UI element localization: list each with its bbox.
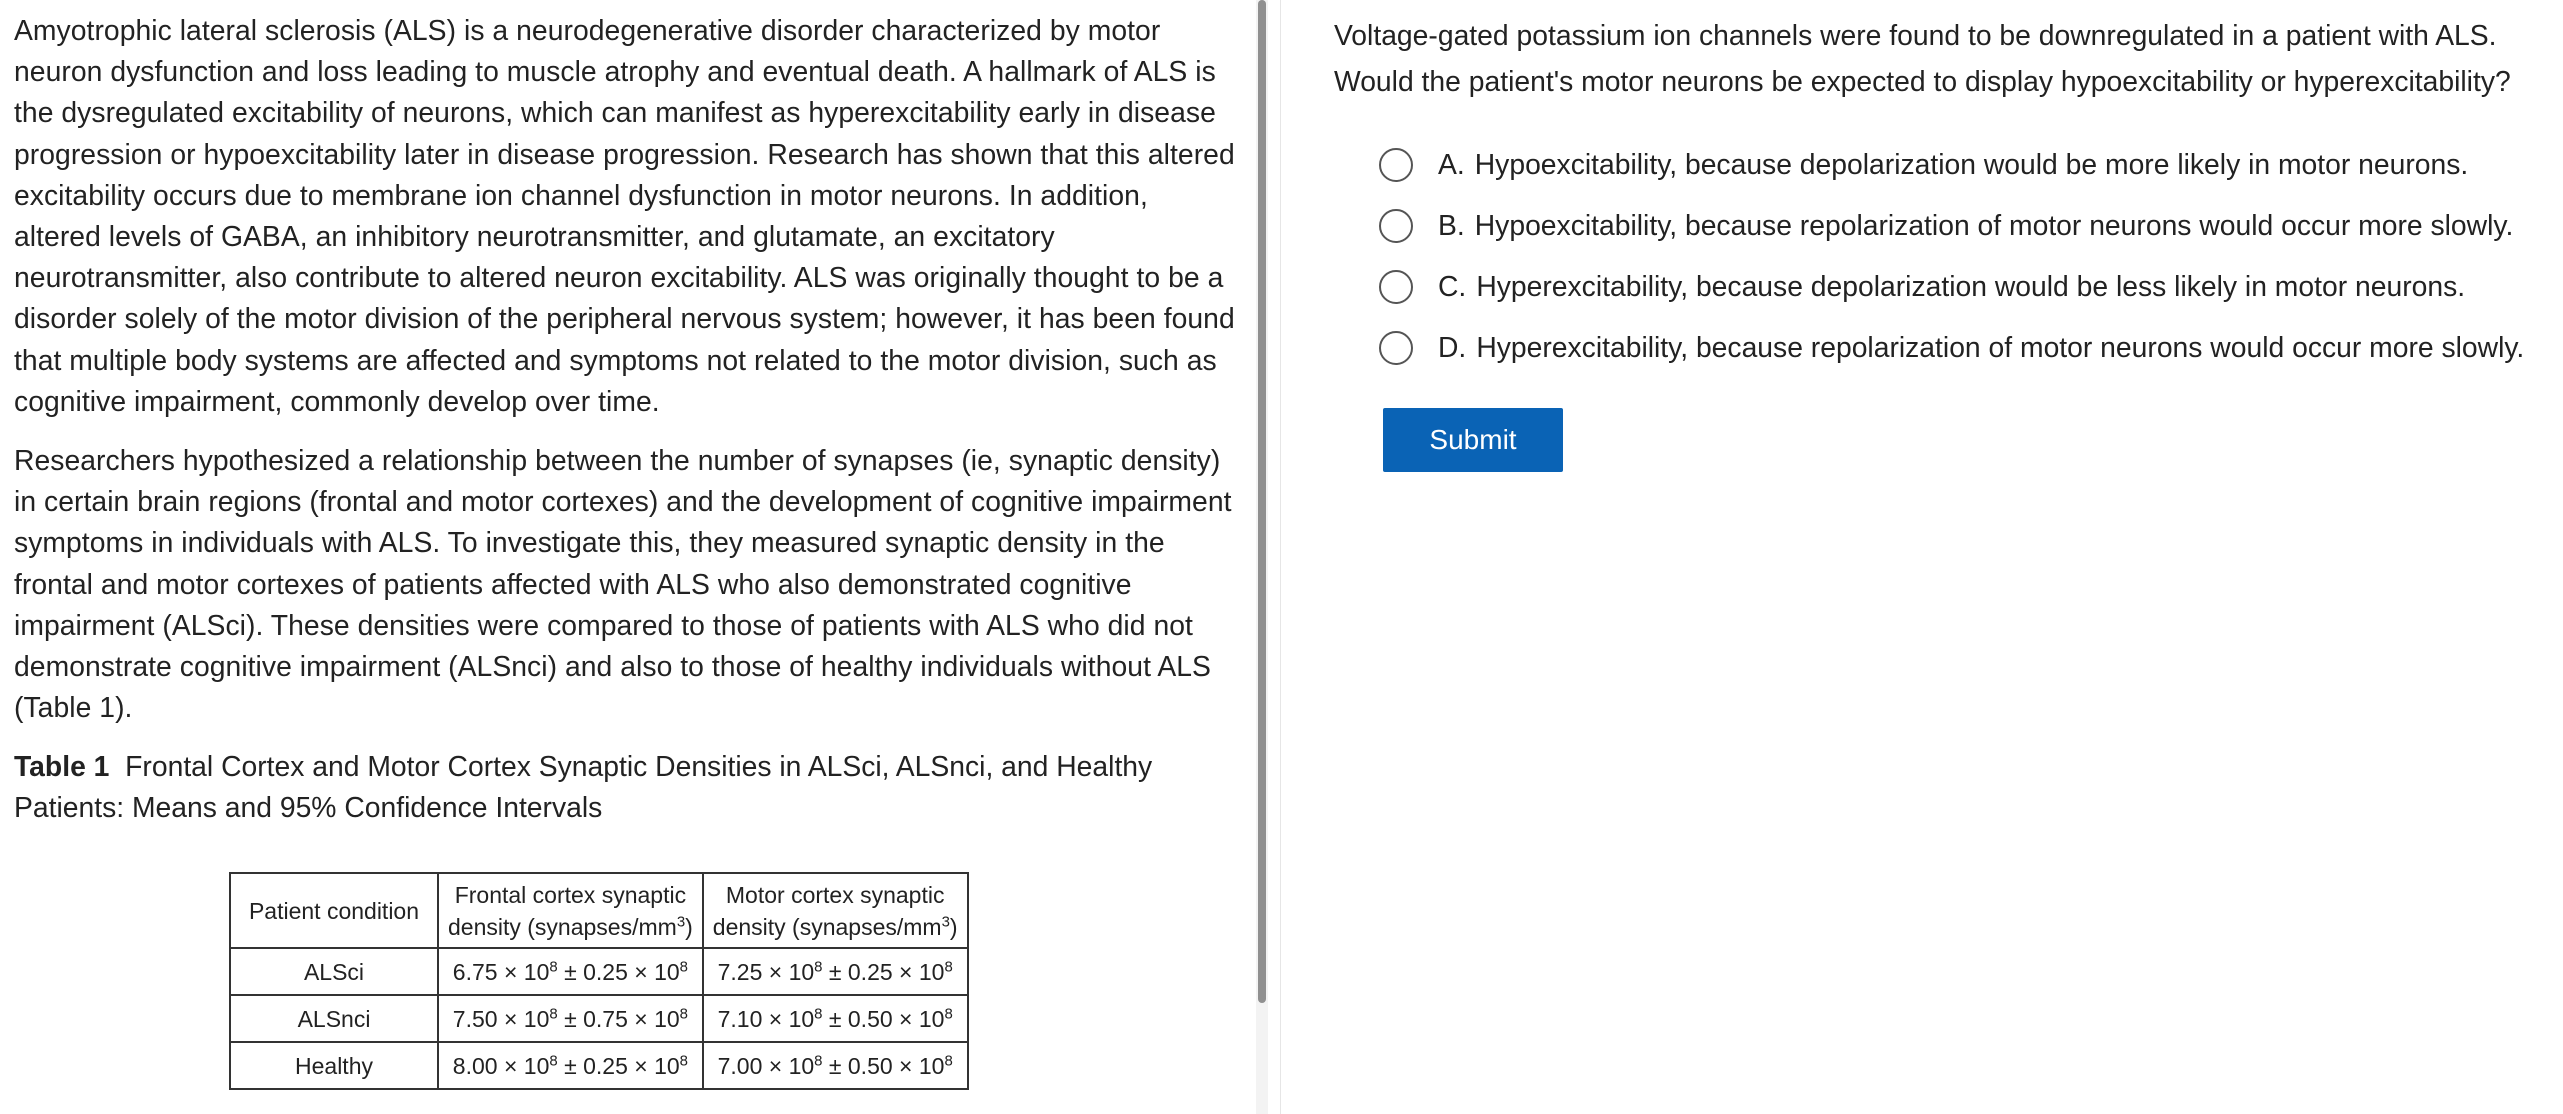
choice-b-letter: B.: [1438, 209, 1465, 241]
table-caption-label: Table 1: [14, 750, 110, 783]
cell-motor-times: ×: [768, 1005, 783, 1032]
cell-frontal-ci: 0.25: [583, 1052, 628, 1079]
cell-frontal-base2: 10: [654, 1005, 680, 1032]
header-motor-close: ): [949, 913, 958, 940]
passage-paragraph-1: Amyotrophic lateral sclerosis (ALS) is a neurodegenerative disorder characterized by motor neuron dysfunction and loss leading to muscle atrophy and eventual death. A hallmark of ALS is the dysregulated excitability of neurons, which can manifest as hyperexcitability early in disease progression or hypoexcitability later in disease progression. Research has shown that this altered excitability occurs due to membrane ion channel dysfunction in motor neurons. In addition, altered levels of GABA, an inhibitory neurotransmitter, and glutamate, an excitatory neurotransmitter, also contribute to altered neuron excitability. ALS was originally thought to be a disorder solely of the motor division of the peripheral nervous system; however, it has been found that multiple body systems are affected and symptoms not related to the motor division, such as cognitive impairment, commonly develop over time.: [14, 14, 1235, 417]
cell-motor-exp: 8: [814, 1052, 823, 1070]
cell-motor-times2: ×: [899, 958, 913, 985]
cell-frontal-exp2: 8: [679, 1005, 688, 1023]
submit-button[interactable]: Submit: [1383, 408, 1563, 472]
cell-motor-pm: ±: [828, 1005, 842, 1032]
cell-motor-mean: 7.10: [717, 1005, 763, 1032]
passage-pane: [0, 0, 1256, 1114]
cell-frontal-times2: ×: [634, 1005, 648, 1032]
choice-c-text: Hyperexcitability, because depolarization would be less likely in motor neurons.: [1476, 270, 2466, 302]
cell-frontal-mean: 6.75: [452, 958, 498, 985]
choice-d-letter: D.: [1438, 331, 1467, 363]
cell-motor-exp2: 8: [944, 1052, 953, 1070]
cell-frontal-mean: 7.50: [452, 1005, 498, 1032]
table-header-row: [230, 873, 968, 948]
cell-motor-base: 10: [788, 1052, 815, 1079]
table-body: [230, 948, 968, 1089]
table-caption-text: Frontal Cortex and Motor Cortex Synaptic Densities in ALSci, ALSnci, and Healthy Patients: Means and 95% Confidence Intervals: [14, 750, 1153, 824]
cell-frontal-base2: 10: [654, 958, 680, 985]
cell-motor-mean: 7.25: [717, 958, 763, 985]
header-patient-condition: Patient condition: [230, 873, 438, 948]
cell-motor-times: ×: [768, 958, 783, 985]
radio-a[interactable]: [1379, 148, 1413, 182]
choice-c-letter: C.: [1438, 270, 1467, 302]
cell-frontal-times2: ×: [634, 1052, 648, 1079]
cell-motor-times: ×: [768, 1052, 783, 1079]
cell-frontal-pm: ±: [564, 1052, 577, 1079]
radio-c[interactable]: [1379, 270, 1413, 304]
header-frontal-line1: Frontal cortex synaptic: [454, 881, 687, 908]
cell-frontal: [438, 1042, 703, 1089]
cell-frontal: [438, 948, 703, 995]
header-motor-cortex: [703, 873, 968, 948]
cell-frontal-base: 10: [523, 958, 550, 985]
choice-d[interactable]: [1379, 317, 2559, 378]
choice-d-text: Hyperexcitability, because repolarization of motor neurons would occur more slowly.: [1476, 331, 2525, 363]
cell-frontal-ci: 0.25: [583, 958, 628, 985]
cell-motor-exp2: 8: [944, 1005, 953, 1023]
cell-condition: Healthy: [230, 1042, 438, 1089]
radio-d[interactable]: [1379, 331, 1413, 365]
cell-frontal-exp: 8: [549, 1005, 558, 1023]
cell-frontal-times: ×: [503, 1052, 518, 1079]
choice-b-text: Hypoexcitability, because repolarization of motor neurons would occur more slowly.: [1474, 209, 2514, 241]
choice-a-text: Hypoexcitability, because depolarization would be more likely in motor neurons.: [1474, 148, 2469, 180]
cell-motor: [703, 995, 968, 1042]
cell-motor-exp: 8: [814, 1005, 823, 1023]
cell-motor: [703, 948, 968, 995]
cell-motor-base: 10: [788, 1005, 815, 1032]
cell-frontal-ci: 0.75: [583, 1005, 628, 1032]
cell-frontal-pm: ±: [564, 1005, 577, 1032]
header-motor-exp: 3: [941, 913, 950, 931]
cell-motor-ci: 0.50: [847, 1052, 893, 1079]
cell-condition: ALSnci: [230, 995, 438, 1042]
cell-frontal: [438, 995, 703, 1042]
choice-a[interactable]: [1379, 134, 2559, 195]
cell-frontal-exp2: 8: [679, 1052, 688, 1070]
cell-motor-exp2: 8: [944, 958, 953, 976]
passage-paragraph-2: Researchers hypothesized a relationship between the number of synapses (ie, synaptic density) in certain brain regions (frontal and motor cortexes) and the development of cognitive impairment symptoms in individuals with ALS. To investigate this, they measured synaptic density in the frontal and motor cortexes of patients affected with ALS who also demonstrated cognitive impairment (ALSci). These densities were compared to those of patients with ALS who did not demonstrate cognitive impairment (ALSnci) and also to those of healthy individuals without ALS (Table 1).: [14, 444, 1232, 724]
cell-frontal-base: 10: [523, 1052, 550, 1079]
choice-a-letter: A.: [1438, 148, 1465, 180]
cell-frontal-exp: 8: [549, 1052, 558, 1070]
table-row: [230, 1042, 968, 1089]
cell-motor-exp: 8: [814, 958, 823, 976]
cell-frontal-times2: ×: [634, 958, 648, 985]
answer-choices: [1379, 134, 2559, 378]
table-row: [230, 948, 968, 995]
passage-scrollbar[interactable]: [1258, 0, 1266, 1003]
header-motor-line2: density (synapses/mm: [712, 913, 942, 940]
header-frontal-cortex: [438, 873, 703, 948]
cell-motor-base: 10: [788, 958, 815, 985]
choice-b[interactable]: [1379, 195, 2559, 256]
table-row: [230, 995, 968, 1042]
header-frontal-exp: 3: [676, 913, 686, 931]
right-pane-border: [1280, 0, 1281, 1114]
cell-motor-pm: ±: [828, 958, 842, 985]
cell-condition: ALSci: [230, 948, 438, 995]
cell-frontal-base2: 10: [654, 1052, 680, 1079]
cell-motor-base2: 10: [918, 1005, 945, 1032]
radio-b[interactable]: [1379, 209, 1413, 243]
header-frontal-line2: density (synapses/mm: [448, 913, 677, 940]
choice-c[interactable]: [1379, 256, 2559, 317]
cell-frontal-exp2: 8: [679, 958, 688, 976]
synaptic-density-table: [229, 872, 969, 1090]
cell-motor-base2: 10: [918, 958, 945, 985]
header-motor-line1: Motor cortex synaptic: [725, 881, 945, 908]
cell-motor: [703, 1042, 968, 1089]
cell-frontal-base: 10: [523, 1005, 550, 1032]
question-stem: [1334, 12, 2554, 104]
table-caption: [14, 746, 1242, 828]
cell-frontal-times: ×: [503, 958, 518, 985]
cell-frontal-times: ×: [503, 1005, 518, 1032]
cell-motor-times2: ×: [899, 1005, 913, 1032]
cell-frontal-pm: ±: [564, 958, 577, 985]
cell-motor-pm: ±: [828, 1052, 842, 1079]
cell-frontal-mean: 8.00: [452, 1052, 498, 1079]
question-line-1: Voltage-gated potassium ion channels were found to be downregulated in a patient with ALS.: [1334, 19, 2497, 51]
header-frontal-close: ): [685, 913, 693, 940]
cell-motor-ci: 0.25: [847, 958, 893, 985]
question-line-2: Would the patient's motor neurons be expected to display hypoexcitability or hyperexcitability?: [1334, 65, 2511, 97]
cell-motor-base2: 10: [918, 1052, 945, 1079]
cell-frontal-exp: 8: [549, 958, 558, 976]
cell-motor-times2: ×: [899, 1052, 913, 1079]
cell-motor-ci: 0.50: [847, 1005, 893, 1032]
cell-motor-mean: 7.00: [717, 1052, 763, 1079]
